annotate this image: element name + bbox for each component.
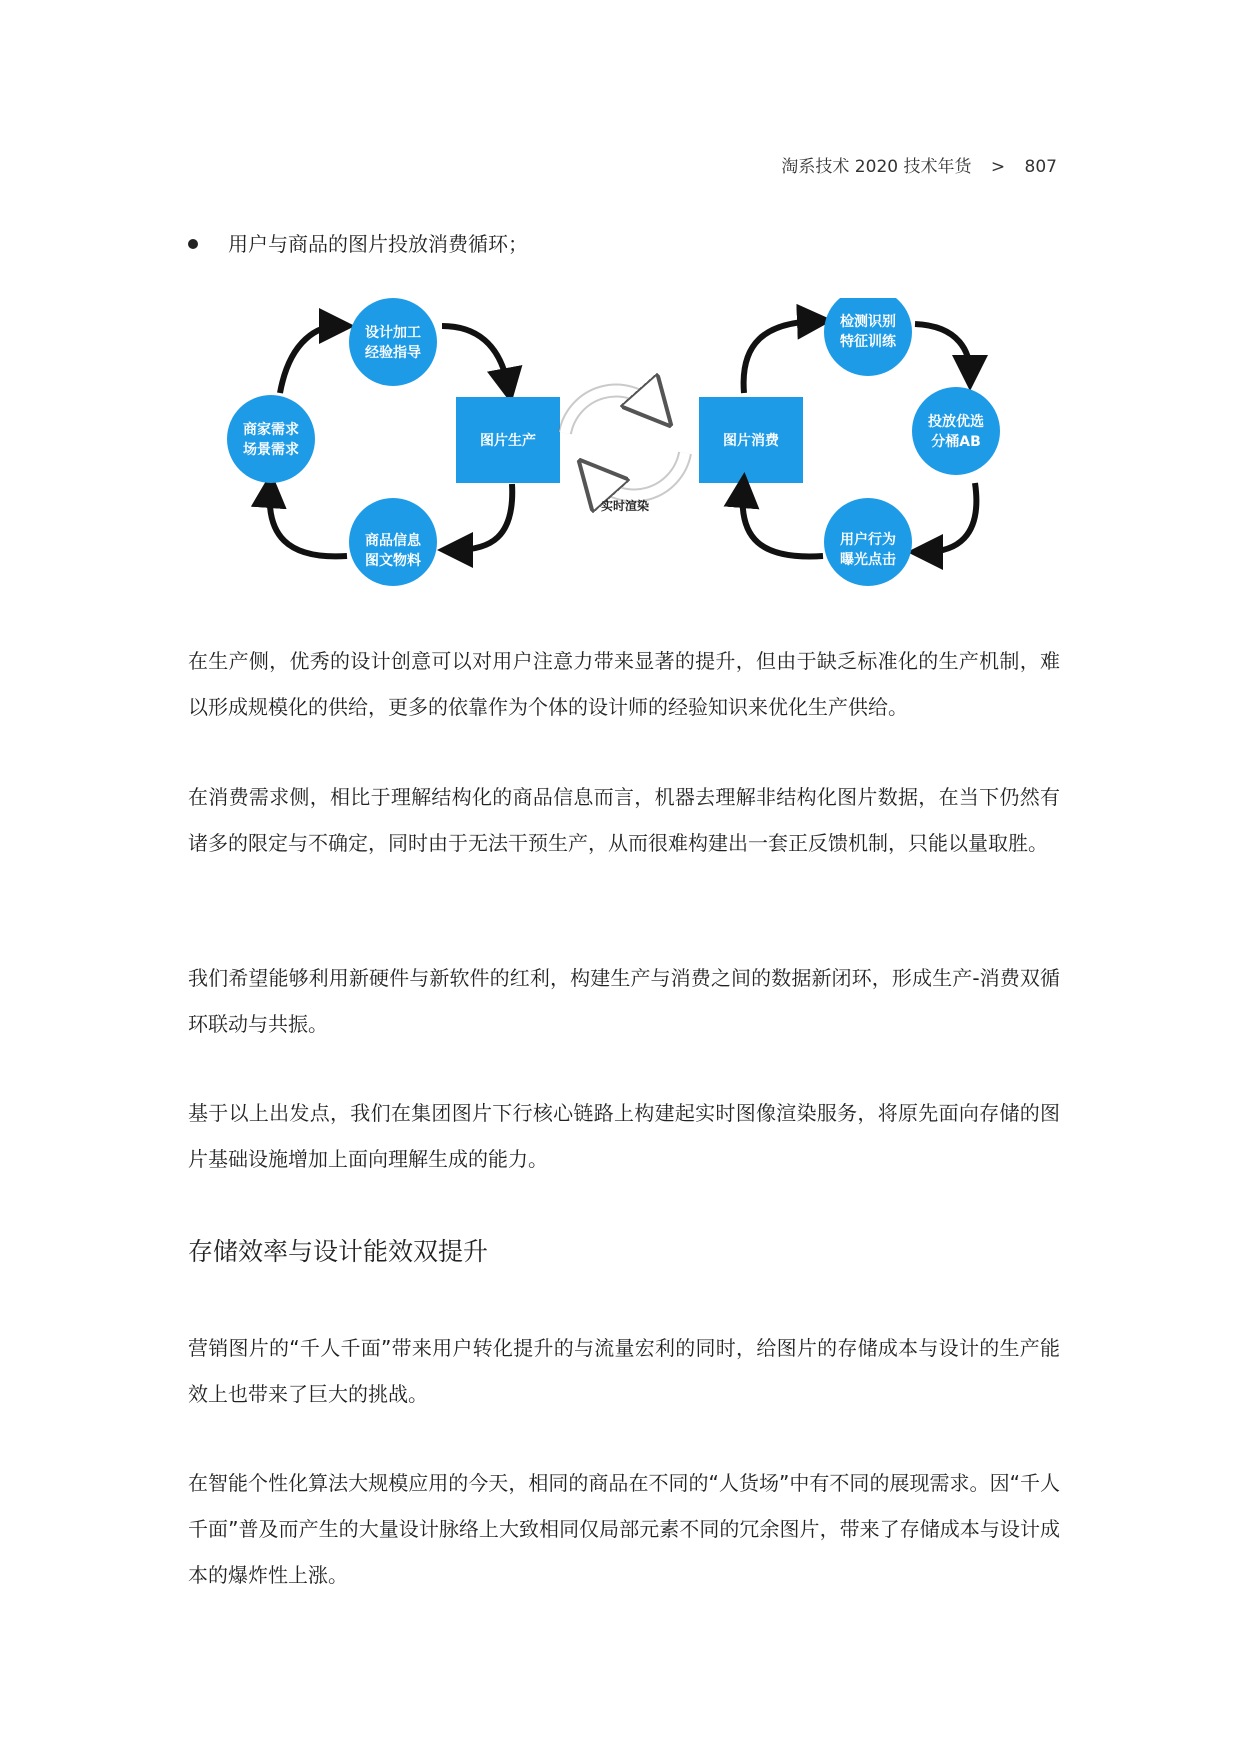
paragraph-marketing-images: 营销图片的“千人千面”带来用户转化提升的与流量宏利的同时，给图片的存储成本与设计的生产能效上也带来了巨大的挑战。 [188, 1336, 1060, 1406]
node-merchant-line1: 商家需求 [243, 422, 299, 438]
node-optimize-line2: 分桶AB [931, 434, 981, 450]
node-detect-line2: 特征训练 [840, 334, 896, 350]
node-behavior-line1: 用户行为 [840, 532, 896, 548]
left-arrow-top [280, 326, 337, 393]
loop-diagram-svg [225, 298, 1015, 590]
realtime-render-cycle-icon [565, 391, 685, 496]
node-behavior-line2: 曝光点击 [840, 552, 896, 568]
square-production-label: 图片生产 [480, 433, 536, 449]
center-label: 实时渲染 [600, 499, 650, 513]
right-arrow-optimize-to-behavior [925, 483, 976, 552]
section-heading: 存储效率与设计能效双提升 [188, 1237, 489, 1266]
left-arrow-production-to-goods [455, 484, 512, 550]
node-design-guidance [349, 298, 437, 386]
bullet-text: 用户与商品的图片投放消费循环； [228, 232, 528, 256]
right-arrow-detect-to-optimize [915, 324, 970, 373]
right-arrow-consumption-to-detect [744, 321, 815, 393]
paragraph-realtime-service: 基于以上出发点，我们在集团图片下行核心链路上构建起实时图像渲染服务，将原先面向存储的图片基础设施增加上面向理解生成的能力。 [188, 1101, 1060, 1171]
production-consumption-loop-diagram [225, 298, 1015, 590]
square-consumption-label: 图片消费 [723, 433, 779, 449]
node-goods-line2: 图文物料 [365, 553, 421, 569]
node-optimize-line1: 投放优选 [928, 414, 984, 430]
node-goods-info [349, 498, 437, 586]
left-arrow-goods-to-merchant [270, 490, 347, 556]
page-header [781, 152, 1057, 177]
square-image-consumption [699, 397, 803, 483]
square-image-production [456, 397, 560, 483]
node-design-line1: 设计加工 [365, 325, 421, 341]
paragraph-production-side: 在生产侧，优秀的设计创意可以对用户注意力带来显著的提升，但由于缺乏标准化的生产机制，难以形成规模化的供给，更多的依靠作为个体的设计师的经验知识来优化生产供给。 [188, 649, 1060, 719]
paragraph-consumption-side: 在消费需求侧，相比于理解结构化的商品信息而言，机器去理解非结构化图片数据，在当下仍然有诸多的限定与不确定，同时由于无法干预生产，从而很难构建出一套正反馈机制，只能以量取胜。 [188, 785, 1060, 855]
paragraph-closed-loop: 我们希望能够利用新硬件与新软件的红利，构建生产与消费之间的数据新闭环，形成生产-消费双循环联动与共振。 [188, 966, 1060, 1036]
node-goods-line1: 商品信息 [365, 533, 421, 549]
page-number: 807 [1024, 157, 1057, 177]
node-optimize-ab [912, 387, 1000, 475]
bullet-dot-icon [188, 239, 198, 249]
bullet-item [188, 228, 528, 257]
node-detect-train [824, 298, 912, 376]
right-arrow-behavior-to-consumption [743, 490, 823, 556]
node-user-behavior [824, 498, 912, 586]
node-design-line2: 经验指导 [365, 345, 421, 361]
paragraph-personalization: 在智能个性化算法大规模应用的今天，相同的商品在不同的“人货场”中有不同的展现需求。因“千人千面”普及而产生的大量设计脉络上大致相同仅局部元素不同的冗余图片，带来了存储成本与设计成本的爆炸性上涨。 [188, 1471, 1060, 1587]
header-separator: > [990, 157, 1006, 177]
node-detect-line1: 检测识别 [840, 314, 896, 330]
left-arrow-design-to-production [442, 326, 508, 386]
book-title: 淘系技术 2020 技术年货 [781, 157, 972, 177]
node-merchant-demand [227, 395, 315, 483]
node-merchant-line2: 场景需求 [243, 442, 299, 458]
